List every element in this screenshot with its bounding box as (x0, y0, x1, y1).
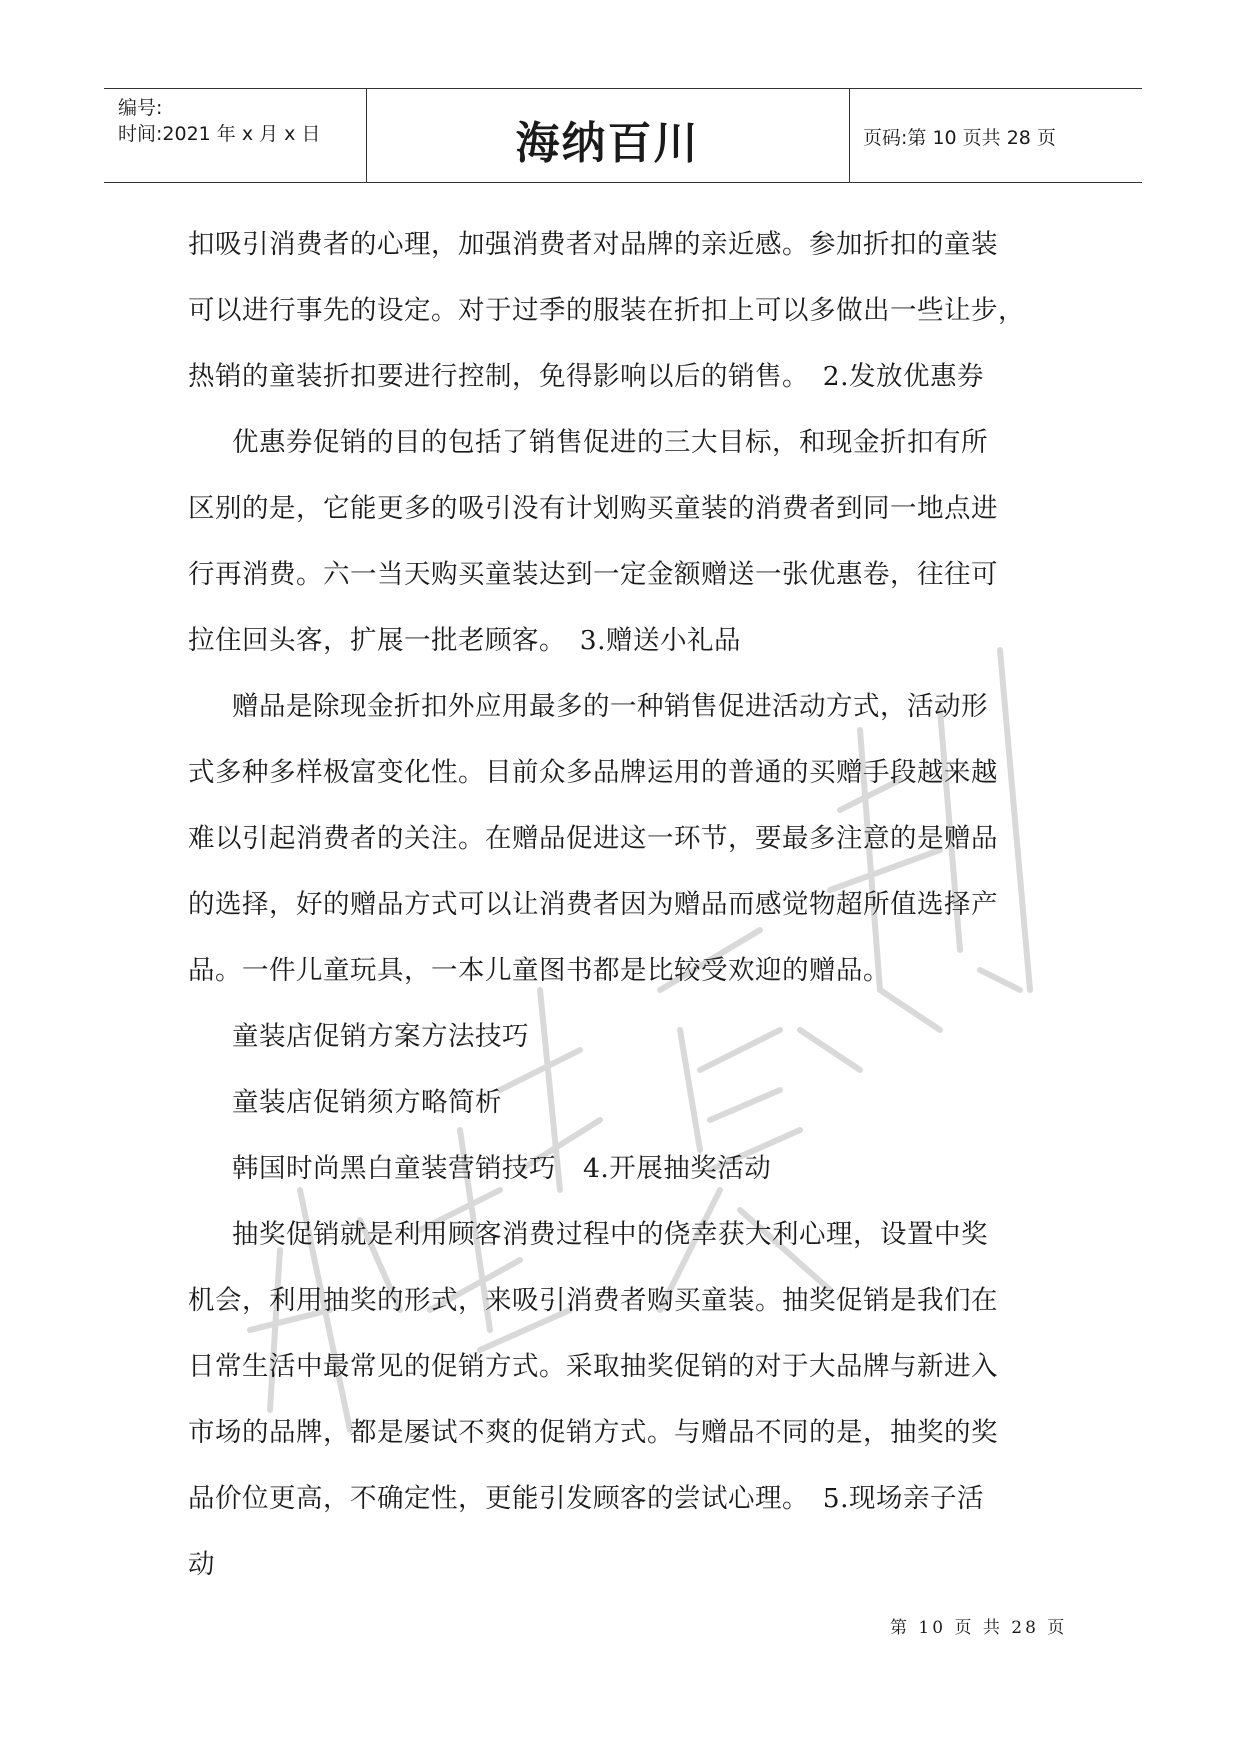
text-line: 赠品是除现金折扣外应用最多的一种销售促进活动方式，活动形 (232, 691, 988, 722)
text-line: 区别的是，它能更多的吸引没有计划购买童装的消费者到同一地点进 (188, 493, 998, 524)
text-line: 童装店促销方案方法技巧 (232, 1021, 529, 1052)
page-footer: 第 10 页 共 28 页 (890, 1618, 1068, 1638)
text-line: 韩国时尚黑白童装营销技巧 4.开展抽奖活动 (232, 1153, 772, 1184)
document-time-label: 时间:2021 年 x 月 x 日 (118, 123, 321, 145)
header-title: 海纳百川 (515, 118, 700, 169)
text-line: 品。一件儿童玩具，一本儿童图书都是比较受欢迎的赠品。 (188, 955, 890, 986)
document-header (104, 88, 1142, 183)
text-line: 市场的品牌，都是屡试不爽的促销方式。与赠品不同的是，抽奖的奖 (188, 1417, 998, 1448)
header-page-label: 页码:第 10 页共 28 页 (863, 127, 1056, 149)
document-number-label: 编号: (118, 97, 163, 119)
header-page-cell (849, 89, 1142, 182)
text-line: 可以进行事先的设定。对于过季的服装在折扣上可以多做出一些让步， (188, 295, 1025, 326)
document-body (188, 212, 1068, 1598)
text-line: 动 (188, 1549, 215, 1580)
text-line: 的选择，好的赠品方式可以让消费者因为赠品而感觉物超所值选择产 (188, 889, 998, 920)
text-line: 扣吸引消费者的心理，加强消费者对品牌的亲近感。参加折扣的童装 (188, 229, 998, 260)
header-meta-cell (104, 89, 367, 182)
text-line: 日常生活中最常见的促销方式。采取抽奖促销的对于大品牌与新进入 (188, 1351, 998, 1382)
text-line: 难以引起消费者的关注。在赠品促进这一环节，要最多注意的是赠品 (188, 823, 998, 854)
text-line: 童装店促销须方略简析 (232, 1087, 502, 1118)
text-line: 式多种多样极富变化性。目前众多品牌运用的普通的买赠手段越来越 (188, 757, 998, 788)
text-line: 热销的童装折扣要进行控制，免得影响以后的销售。 2.发放优惠券 (188, 361, 985, 392)
text-line: 拉住回头客，扩展一批老顾客。 3.赠送小礼品 (188, 625, 742, 656)
text-line: 抽奖促销就是利用顾客消费过程中的侥幸获大利心理，设置中奖 (232, 1219, 988, 1250)
text-line: 优惠券促销的目的包括了销售促进的三大目标，和现金折扣有所 (232, 427, 988, 458)
text-line: 品价位更高，不确定性，更能引发顾客的尝试心理。 5.现场亲子活 (188, 1483, 985, 1514)
text-line: 机会，利用抽奖的形式，来吸引消费者购买童装。抽奖促销是我们在 (188, 1285, 998, 1316)
text-line: 行再消费。六一当天购买童装达到一定金额赠送一张优惠卷，往往可 (188, 559, 998, 590)
header-title-cell (366, 89, 850, 182)
